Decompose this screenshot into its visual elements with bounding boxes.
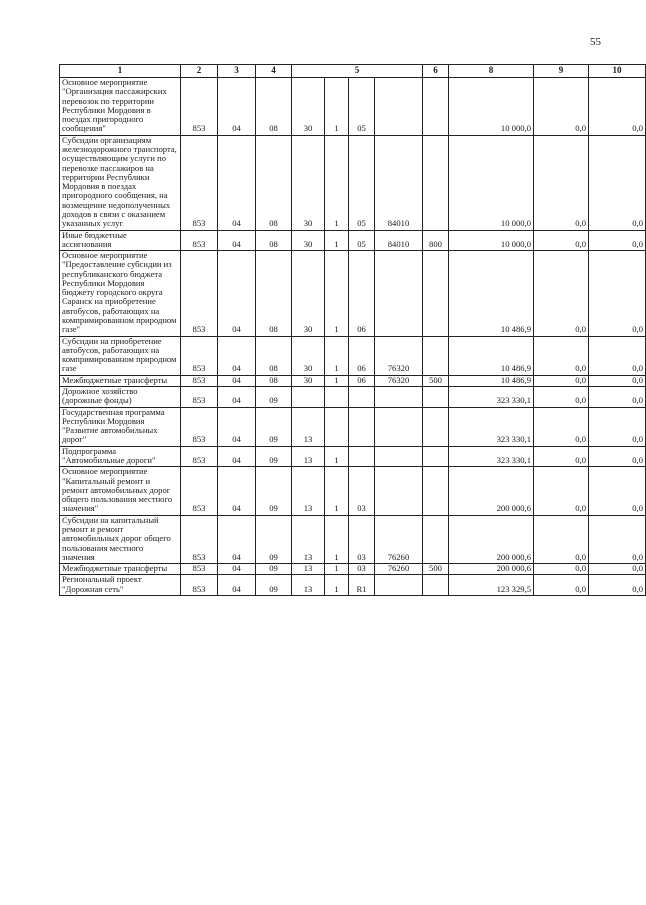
cell-subsection: 08 [256,375,292,386]
cell-amount-col8: 10 000,0 [449,230,534,251]
cell-target-direction: 76260 [375,564,423,575]
cell-target-activity: 05 [349,78,375,136]
cell-target-program: 13 [292,564,325,575]
cell-expense-type: 500 [423,564,449,575]
cell-target-direction: 84010 [375,230,423,251]
cell-grbs: 853 [181,375,218,386]
header-col-4: 4 [256,65,292,78]
cell-target-direction [375,467,423,515]
cell-target-program: 30 [292,230,325,251]
cell-amount-col10: 0,0 [589,407,646,446]
cell-amount-col10: 0,0 [589,135,646,230]
cell-target-program: 13 [292,467,325,515]
cell-section: 04 [218,78,256,136]
cell-section: 04 [218,336,256,375]
table-row [60,251,646,337]
cell-amount-col9: 0,0 [534,564,589,575]
cell-amount-col9: 0,0 [534,575,589,596]
cell-amount-col10: 0,0 [589,467,646,515]
cell-name: Иные бюджетные ассигнования [60,230,181,251]
cell-amount-col9: 0,0 [534,407,589,446]
cell-section: 04 [218,575,256,596]
cell-name: Межбюджетные трансферты [60,564,181,575]
cell-target-subprogram: 1 [325,336,349,375]
table-row [60,230,646,251]
cell-grbs: 853 [181,251,218,337]
cell-section: 04 [218,375,256,386]
header-col-8: 8 [449,65,534,78]
cell-target-direction [375,78,423,136]
header-col-3: 3 [218,65,256,78]
cell-target-activity: R1 [349,575,375,596]
header-col-6: 6 [423,65,449,78]
cell-section: 04 [218,230,256,251]
cell-subsection: 08 [256,78,292,136]
cell-amount-col10: 0,0 [589,336,646,375]
cell-amount-col8: 10 000,0 [449,135,534,230]
cell-target-program: 13 [292,575,325,596]
cell-subsection: 09 [256,467,292,515]
cell-amount-col10: 0,0 [589,387,646,408]
cell-expense-type [423,407,449,446]
cell-section: 04 [218,135,256,230]
cell-subsection: 08 [256,230,292,251]
cell-target-activity [349,387,375,408]
cell-target-activity: 05 [349,230,375,251]
cell-amount-col8: 323 330,1 [449,407,534,446]
cell-name: Субсидии на приобретение автобусов, работающих на компримированном природном газе [60,336,181,375]
cell-target-activity [349,407,375,446]
table-row [60,375,646,386]
header-col-10: 10 [589,65,646,78]
cell-amount-col8: 200 000,6 [449,515,534,563]
table-body [60,78,646,596]
cell-target-direction [375,387,423,408]
cell-expense-type [423,336,449,375]
cell-target-direction: 76260 [375,515,423,563]
cell-grbs: 853 [181,564,218,575]
cell-target-subprogram: 1 [325,515,349,563]
cell-target-program: 13 [292,515,325,563]
cell-target-subprogram: 1 [325,78,349,136]
cell-target-program: 30 [292,78,325,136]
cell-amount-col9: 0,0 [534,467,589,515]
cell-amount-col9: 0,0 [534,135,589,230]
cell-target-program: 30 [292,135,325,230]
cell-grbs: 853 [181,78,218,136]
table-row [60,575,646,596]
table-row [60,407,646,446]
cell-subsection: 09 [256,407,292,446]
cell-section: 04 [218,564,256,575]
cell-grbs: 853 [181,135,218,230]
cell-target-activity: 06 [349,251,375,337]
cell-subsection: 09 [256,564,292,575]
cell-amount-col10: 0,0 [589,575,646,596]
table-row [60,515,646,563]
header-col-5: 5 [292,65,423,78]
cell-amount-col10: 0,0 [589,446,646,467]
cell-target-direction [375,407,423,446]
cell-target-subprogram: 1 [325,230,349,251]
cell-amount-col8: 123 329,5 [449,575,534,596]
cell-target-program [292,387,325,408]
cell-subsection: 08 [256,251,292,337]
cell-target-subprogram: 1 [325,575,349,596]
cell-amount-col10: 0,0 [589,251,646,337]
cell-name: Государственная программа Республики Мордовия "Развитие автомобильных дорог" [60,407,181,446]
cell-target-activity: 06 [349,375,375,386]
cell-expense-type [423,515,449,563]
cell-expense-type [423,446,449,467]
budget-table [59,64,646,596]
cell-section: 04 [218,407,256,446]
cell-amount-col10: 0,0 [589,78,646,136]
cell-target-program: 30 [292,251,325,337]
cell-subsection: 09 [256,515,292,563]
cell-subsection: 09 [256,575,292,596]
cell-grbs: 853 [181,467,218,515]
cell-target-activity: 06 [349,336,375,375]
cell-name: Субсидии организациям железнодорожного транспорта, осуществляющим услуги по перевозке пассажиров на территории Республики Мордовия в поездах пригородного сообщения, на возмещение недополученных доходов в связи с оказанием указанных услуг [60,135,181,230]
cell-grbs: 853 [181,230,218,251]
cell-target-program: 13 [292,407,325,446]
cell-expense-type: 800 [423,230,449,251]
header-col-9: 9 [534,65,589,78]
cell-target-subprogram: 1 [325,446,349,467]
cell-grbs: 853 [181,407,218,446]
cell-target-direction [375,575,423,596]
cell-target-program: 30 [292,336,325,375]
cell-amount-col8: 200 000,6 [449,467,534,515]
cell-target-program: 13 [292,446,325,467]
table-row [60,78,646,136]
cell-amount-col8: 323 330,1 [449,387,534,408]
cell-grbs: 853 [181,515,218,563]
cell-name: Субсидии на капитальный ремонт и ремонт автомобильных дорог общего пользования местного значения [60,515,181,563]
cell-target-activity: 03 [349,564,375,575]
cell-section: 04 [218,446,256,467]
cell-amount-col9: 0,0 [534,375,589,386]
cell-grbs: 853 [181,575,218,596]
cell-target-program: 30 [292,375,325,386]
cell-name: Дорожное хозяйство (дорожные фонды) [60,387,181,408]
cell-target-activity: 03 [349,467,375,515]
cell-expense-type [423,251,449,337]
cell-target-subprogram: 1 [325,467,349,515]
cell-target-subprogram [325,387,349,408]
cell-amount-col8: 200 000,6 [449,564,534,575]
table-row [60,564,646,575]
cell-section: 04 [218,387,256,408]
cell-section: 04 [218,251,256,337]
cell-expense-type [423,78,449,136]
cell-amount-col9: 0,0 [534,336,589,375]
cell-section: 04 [218,467,256,515]
table-row [60,387,646,408]
cell-target-direction: 76320 [375,336,423,375]
cell-name: Основное мероприятие "Капитальный ремонт и ремонт автомобильных дорог общего пользования местного значения" [60,467,181,515]
cell-grbs: 853 [181,446,218,467]
cell-expense-type [423,575,449,596]
cell-target-direction: 76320 [375,375,423,386]
cell-amount-col9: 0,0 [534,78,589,136]
cell-amount-col9: 0,0 [534,230,589,251]
cell-target-direction [375,251,423,337]
cell-subsection: 08 [256,336,292,375]
page-number: 55 [590,36,601,48]
cell-target-subprogram: 1 [325,375,349,386]
cell-subsection: 09 [256,387,292,408]
cell-target-direction [375,446,423,467]
header-col-2: 2 [181,65,218,78]
cell-amount-col9: 0,0 [534,387,589,408]
cell-name: Подпрограмма "Автомобильные дороги" [60,446,181,467]
cell-expense-type [423,387,449,408]
cell-grbs: 853 [181,336,218,375]
cell-target-activity [349,446,375,467]
cell-amount-col9: 0,0 [534,251,589,337]
cell-amount-col10: 0,0 [589,515,646,563]
cell-name: Основное мероприятие "Предоставление субсидии из республиканского бюджета Республики Мордовия бюджету городского округа Саранск на приобретение автобусов, работающих на компримированном природном газе" [60,251,181,337]
cell-target-subprogram: 1 [325,564,349,575]
cell-expense-type [423,135,449,230]
cell-name: Межбюджетные трансферты [60,375,181,386]
cell-amount-col10: 0,0 [589,375,646,386]
cell-amount-col9: 0,0 [534,515,589,563]
cell-name: Основное мероприятие "Организация пассажирских перевозок по территории Республики Мордовия в поездах пригородного сообщения" [60,78,181,136]
cell-amount-col10: 0,0 [589,564,646,575]
cell-amount-col8: 10 486,9 [449,336,534,375]
cell-subsection: 09 [256,446,292,467]
cell-target-direction: 84010 [375,135,423,230]
cell-amount-col9: 0,0 [534,446,589,467]
cell-amount-col8: 10 486,9 [449,375,534,386]
cell-amount-col10: 0,0 [589,230,646,251]
cell-subsection: 08 [256,135,292,230]
table-row [60,135,646,230]
cell-target-subprogram [325,407,349,446]
cell-amount-col8: 10 486,9 [449,251,534,337]
cell-target-subprogram: 1 [325,135,349,230]
cell-grbs: 853 [181,387,218,408]
table-row [60,467,646,515]
cell-amount-col8: 323 330,1 [449,446,534,467]
cell-target-activity: 05 [349,135,375,230]
header-col-1: 1 [60,65,181,78]
cell-amount-col8: 10 000,0 [449,78,534,136]
table-header [60,65,646,78]
cell-target-activity: 03 [349,515,375,563]
table-row [60,446,646,467]
cell-section: 04 [218,515,256,563]
cell-expense-type [423,467,449,515]
table-row [60,336,646,375]
cell-target-subprogram: 1 [325,251,349,337]
cell-expense-type: 500 [423,375,449,386]
cell-name: Региональный проект "Дорожная сеть" [60,575,181,596]
